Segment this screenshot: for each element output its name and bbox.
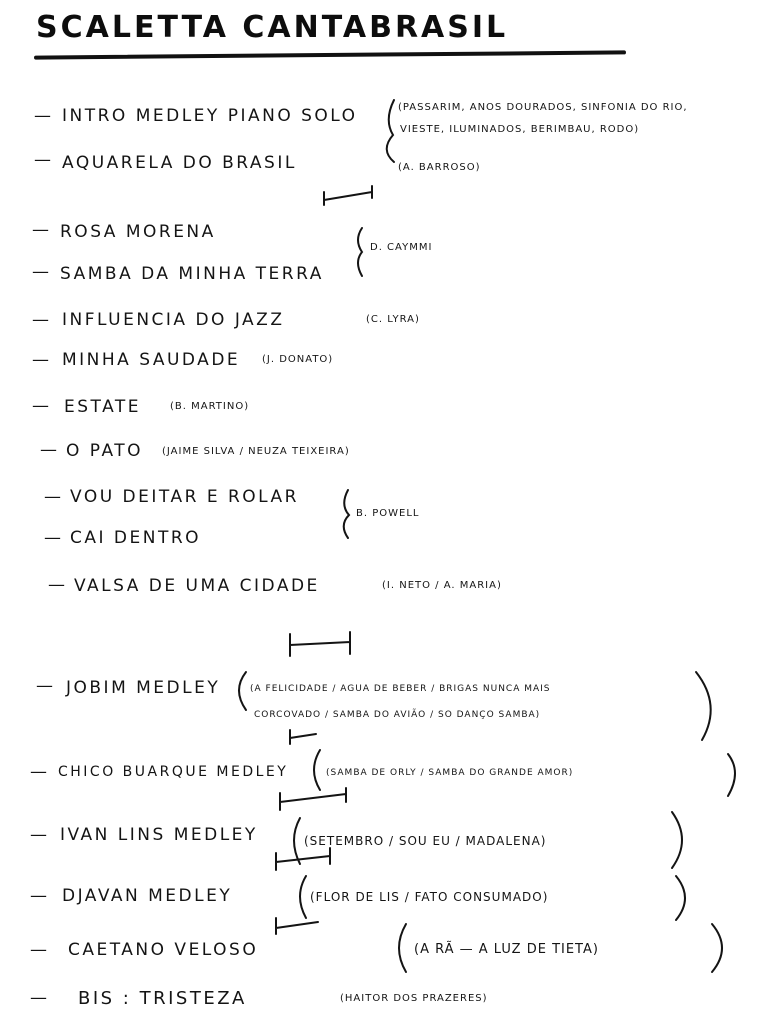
setlist-item-title: IVAN LINS MEDLEY [60, 825, 258, 845]
transition-mark-1 [324, 186, 372, 205]
intro-medley-songs-line-1: (PASSARIM, ANOS DOURADOS, SINFONIA DO RIO, [398, 102, 688, 113]
setlist-item-title: AQUARELA DO BRASIL [62, 153, 297, 173]
dash: — [44, 528, 61, 548]
composer-note: (I. NETO / A. MARIA) [382, 580, 502, 591]
dash: — [30, 825, 47, 845]
medley-songs-note: (SAMBA DE ORLY / SAMBA DO GRANDE AMOR) [326, 768, 574, 778]
composer-note: (HAITOR DOS PRAZERES) [340, 993, 488, 1004]
dash: — [30, 886, 47, 906]
setlist-item-title: INFLUENCIA DO JAZZ [62, 310, 285, 330]
djavan-close-paren [676, 876, 685, 920]
composer-note: (A. BARROSO) [398, 162, 481, 173]
medley-songs-note: (SETEMBRO / SOU EU / MADALENA) [304, 834, 547, 848]
ivan-close-paren [672, 812, 682, 868]
transition-mark-6 [276, 918, 318, 934]
ivan-open-paren [294, 818, 300, 864]
setlist-item-title: INTRO MEDLEY PIANO SOLO [62, 106, 358, 126]
jobim-medley-songs-line-2: CORCOVADO / SAMBA DO AVIÃO / SO DANÇO SAMBA) [254, 710, 541, 720]
dash: — [32, 220, 49, 240]
setlist-item-title: ROSA MORENA [60, 222, 216, 242]
composer-note: D. CAYMMI [370, 242, 433, 253]
setlist-item-title: CAI DENTRO [70, 528, 202, 548]
dash: — [44, 487, 61, 507]
setlist-item-title: MINHA SAUDADE [62, 350, 241, 370]
jobim-close-paren [696, 672, 711, 740]
dash: — [40, 440, 57, 460]
dash: — [32, 310, 49, 330]
setlist-item-title: ESTATE [64, 397, 142, 417]
page-title: SCALETTA CANTABRASIL [36, 10, 509, 45]
setlist-item-title: CAETANO VELOSO [68, 940, 259, 960]
transition-mark-3 [290, 730, 316, 744]
caymmi-brace [358, 228, 362, 276]
setlist-item-title: CHICO BUARQUE MEDLEY [58, 764, 289, 780]
setlist-item-title: O PATO [66, 441, 144, 461]
setlist-item-title: VALSA DE UMA CIDADE [74, 576, 320, 596]
dash: — [32, 396, 49, 416]
dash: — [34, 150, 51, 170]
dash: — [36, 676, 53, 696]
composer-note: (J. DONATO) [262, 354, 334, 365]
transition-mark-4 [280, 788, 346, 810]
setlist-item-title: BIS : TRISTEZA [78, 988, 247, 1009]
composer-note: (JAIME SILVA / NEUZA TEIXEIRA) [162, 446, 350, 457]
transition-mark-5 [276, 848, 330, 870]
dash: — [32, 262, 49, 282]
transition-mark-2 [290, 632, 350, 656]
caetano-open-paren [399, 924, 406, 972]
dash: — [32, 350, 49, 370]
chico-close-paren [728, 754, 735, 796]
setlist-item-title: VOU DEITAR E ROLAR [70, 487, 299, 507]
powell-brace [344, 490, 349, 538]
setlist-item-title: SAMBA DA MINHA TERRA [60, 264, 324, 284]
intro-brace [387, 100, 394, 162]
caetano-close-paren [712, 924, 722, 972]
dash: — [30, 988, 47, 1008]
composer-note: B. POWELL [356, 508, 420, 519]
medley-songs-note: (A RÃ — A LUZ DE TIETA) [414, 942, 599, 957]
jobim-medley-songs-line-1: (A FELICIDADE / AGUA DE BEBER / BRIGAS NUNCA MAIS [250, 684, 551, 694]
dash: — [30, 940, 47, 960]
djavan-open-paren [300, 876, 306, 918]
composer-note: (B. MARTINO) [170, 401, 250, 412]
composer-note: (C. LYRA) [366, 314, 420, 325]
dash: — [30, 762, 47, 782]
setlist-item-title: JOBIM MEDLEY [66, 678, 221, 698]
chico-open-paren [314, 750, 320, 790]
intro-medley-songs-line-2: VIESTE, ILUMINADOS, BERIMBAU, RODO) [400, 124, 640, 135]
dash: — [48, 575, 65, 595]
dash: — [34, 106, 51, 126]
setlist-item-title: DJAVAN MEDLEY [62, 886, 233, 906]
jobim-open-paren [239, 672, 246, 710]
medley-songs-note: (FLOR DE LIS / FATO CONSUMADO) [310, 890, 549, 904]
